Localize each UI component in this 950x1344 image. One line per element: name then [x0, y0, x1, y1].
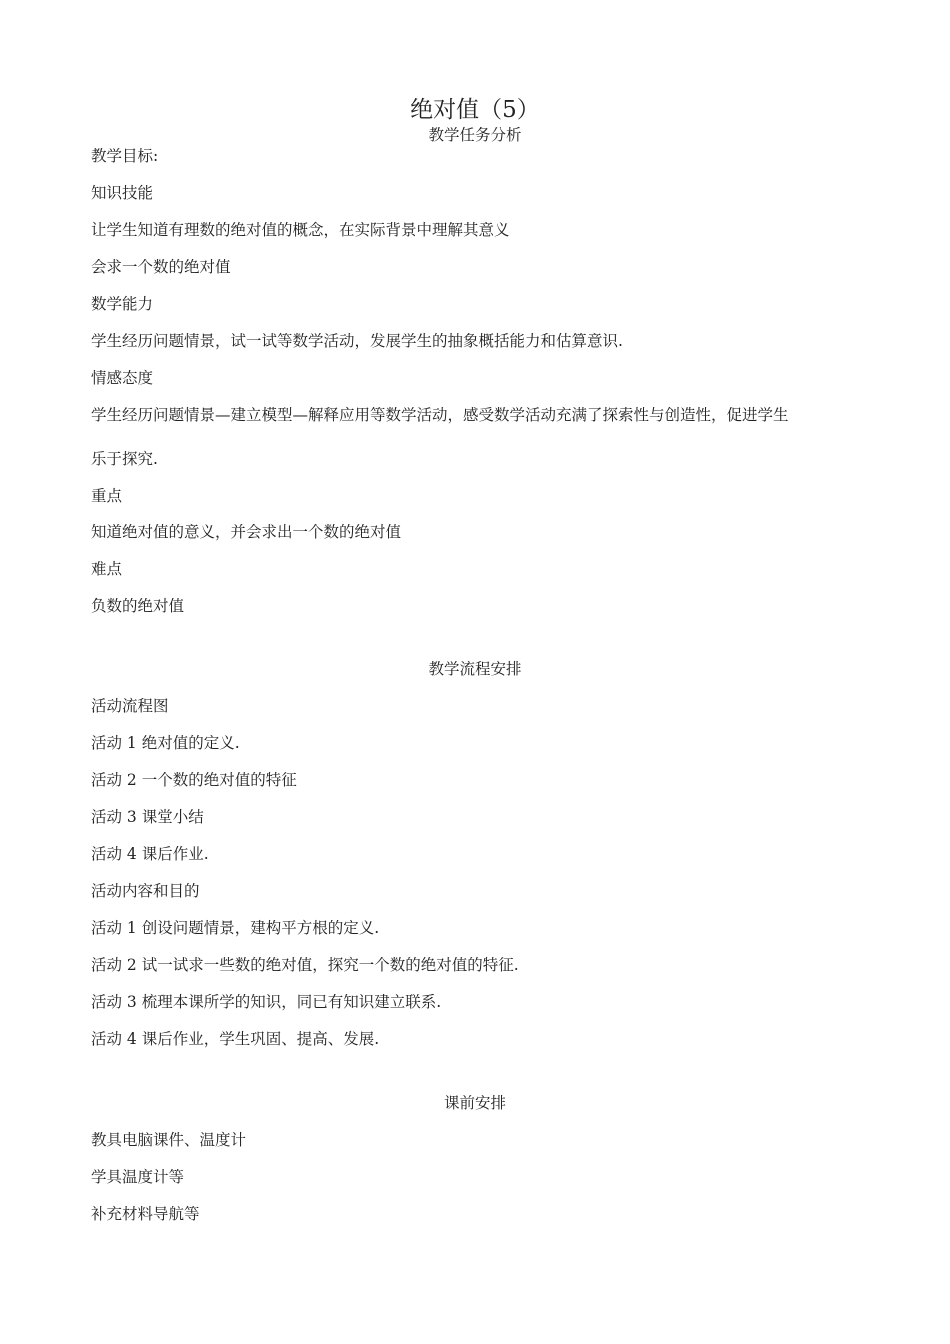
text-line: 难点 [91, 560, 123, 578]
text-line: 负数的绝对值 [91, 597, 185, 615]
text-line: 让学生知道有理数的绝对值的概念，在实际背景中理解其意义 [91, 221, 510, 239]
text-line: 活动 2 一个数的绝对值的特征 [91, 771, 297, 789]
text-line: 数学能力 [91, 295, 154, 313]
document-title: 绝对值（5） [410, 97, 540, 123]
text-line: 学生经历问题情景，试一试等数学活动，发展学生的抽象概括能力和估算意识. [91, 332, 623, 350]
text-line: 活动 2 试一试求一些数的绝对值，探究一个数的绝对值的特征. [91, 956, 519, 974]
section-heading-task-analysis: 教学任务分析 [428, 126, 522, 144]
text-line: 活动流程图 [91, 697, 169, 715]
text-line: 活动 1 绝对值的定义. [91, 734, 240, 752]
text-line: 会求一个数的绝对值 [91, 258, 231, 276]
text-line: 学具温度计等 [91, 1168, 185, 1186]
text-line: 学生经历问题情景—建立模型—解释应用等数学活动，感受数学活动充满了探索性与创造性，促进学生 [91, 406, 789, 424]
text-line: 活动 1 创设问题情景，建构平方根的定义. [91, 919, 380, 937]
section-heading-flow: 教学流程安排 [428, 660, 522, 678]
text-line: 补充材料导航等 [91, 1205, 200, 1223]
text-line: 活动 4 课后作业，学生巩固、提高、发展. [91, 1030, 380, 1048]
text-line: 活动内容和目的 [91, 882, 200, 900]
text-line: 情感态度 [91, 369, 154, 387]
text-line: 教学目标: [91, 147, 159, 165]
text-line: 知道绝对值的意义，并会求出一个数的绝对值 [91, 523, 402, 541]
text-line: 乐于探究. [91, 450, 158, 468]
text-line: 活动 3 梳理本课所学的知识，同已有知识建立联系. [91, 993, 442, 1011]
text-line: 活动 3 课堂小结 [91, 808, 204, 826]
text-line: 活动 4 课后作业. [91, 845, 209, 863]
text-line: 教具电脑课件、温度计 [91, 1131, 247, 1149]
section-heading-prep: 课前安排 [443, 1094, 506, 1112]
text-line: 重点 [91, 487, 123, 505]
text-line: 知识技能 [91, 184, 154, 202]
